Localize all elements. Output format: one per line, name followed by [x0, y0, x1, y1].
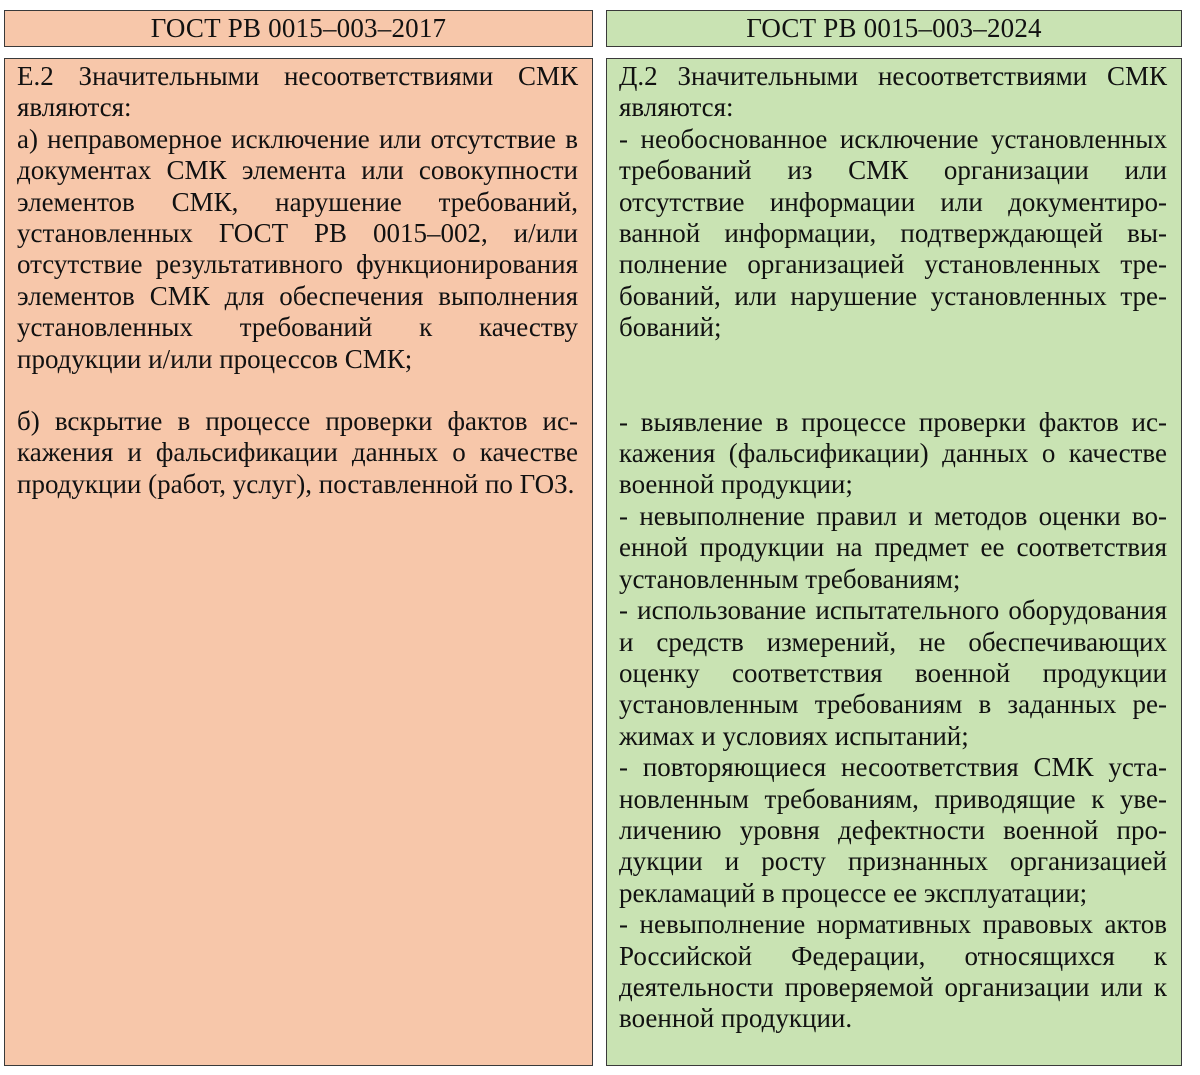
right-item-2: - выявление в процессе проверки фактов искажения (фальсификации) данных о качестве военной продукции;: [619, 406, 1167, 500]
right-item-4: - использование испытательного оборудования и средств измерений, не обеспечивающих оценку соответствия военной продукции установленным требованиям в заданных режимах и условиях испытаний;: [619, 595, 1167, 751]
left-column-header: [4, 10, 593, 47]
right-column-header: [606, 10, 1182, 47]
right-item-1: - необоснованное исключение установленных требований из СМК организации или отсутствие информации или документированной информации, подтверждающей выполнение организацией установленных требований, или нарушение установленных требований;: [619, 123, 1167, 343]
left-item-a: а) неправомерное исключение или отсутствие в документах СМК элемента или совокупности элементов СМК, нарушение требований, установленных ГОСТ РВ 0015–002, и/или отсутствие результативного функционирования элементов СМК для обеспечения выполнения установленных требований к качеству продукции и/или процессов СМК;: [17, 123, 578, 374]
right-item-5: - повторяющиеся несоответствия СМК установленным требованиям, приводящие к увеличению уровня дефектности военной продукции и росту признанных организацией рекламаций в процессе ее эксплуатации;: [619, 752, 1167, 908]
right-column-title: ГОСТ РВ 0015–003–2024: [746, 13, 1042, 43]
left-paragraph-gap: [17, 375, 578, 406]
right-intro-text: Д.2 Значительными несоответствиями СМК являются:: [619, 61, 1167, 123]
right-paragraph-gap: [619, 344, 1167, 407]
left-column-body: [4, 58, 593, 1066]
left-intro-text: Е.2 Значительными несоответствиями СМК являются:: [17, 61, 578, 123]
left-column-title: ГОСТ РВ 0015–003–2017: [150, 13, 447, 43]
right-column-content: [607, 59, 1181, 1035]
right-column-body: [606, 58, 1182, 1066]
left-column-content: [5, 59, 592, 500]
left-item-b: б) вскрытие в процессе проверки фактов искажения и фальсификации данных о качестве продукции (работ, услуг), поставленной по ГОЗ.: [17, 406, 578, 499]
right-item-6: - невыполнение нормативных правовых актов Российской Федерации, относящихся к деятельности проверяемой организации или к военной продукции.: [619, 909, 1167, 1034]
right-item-3: - невыполнение правил и методов оценки военной продукции на предмет ее соответствия установленным требованиям;: [619, 500, 1167, 594]
